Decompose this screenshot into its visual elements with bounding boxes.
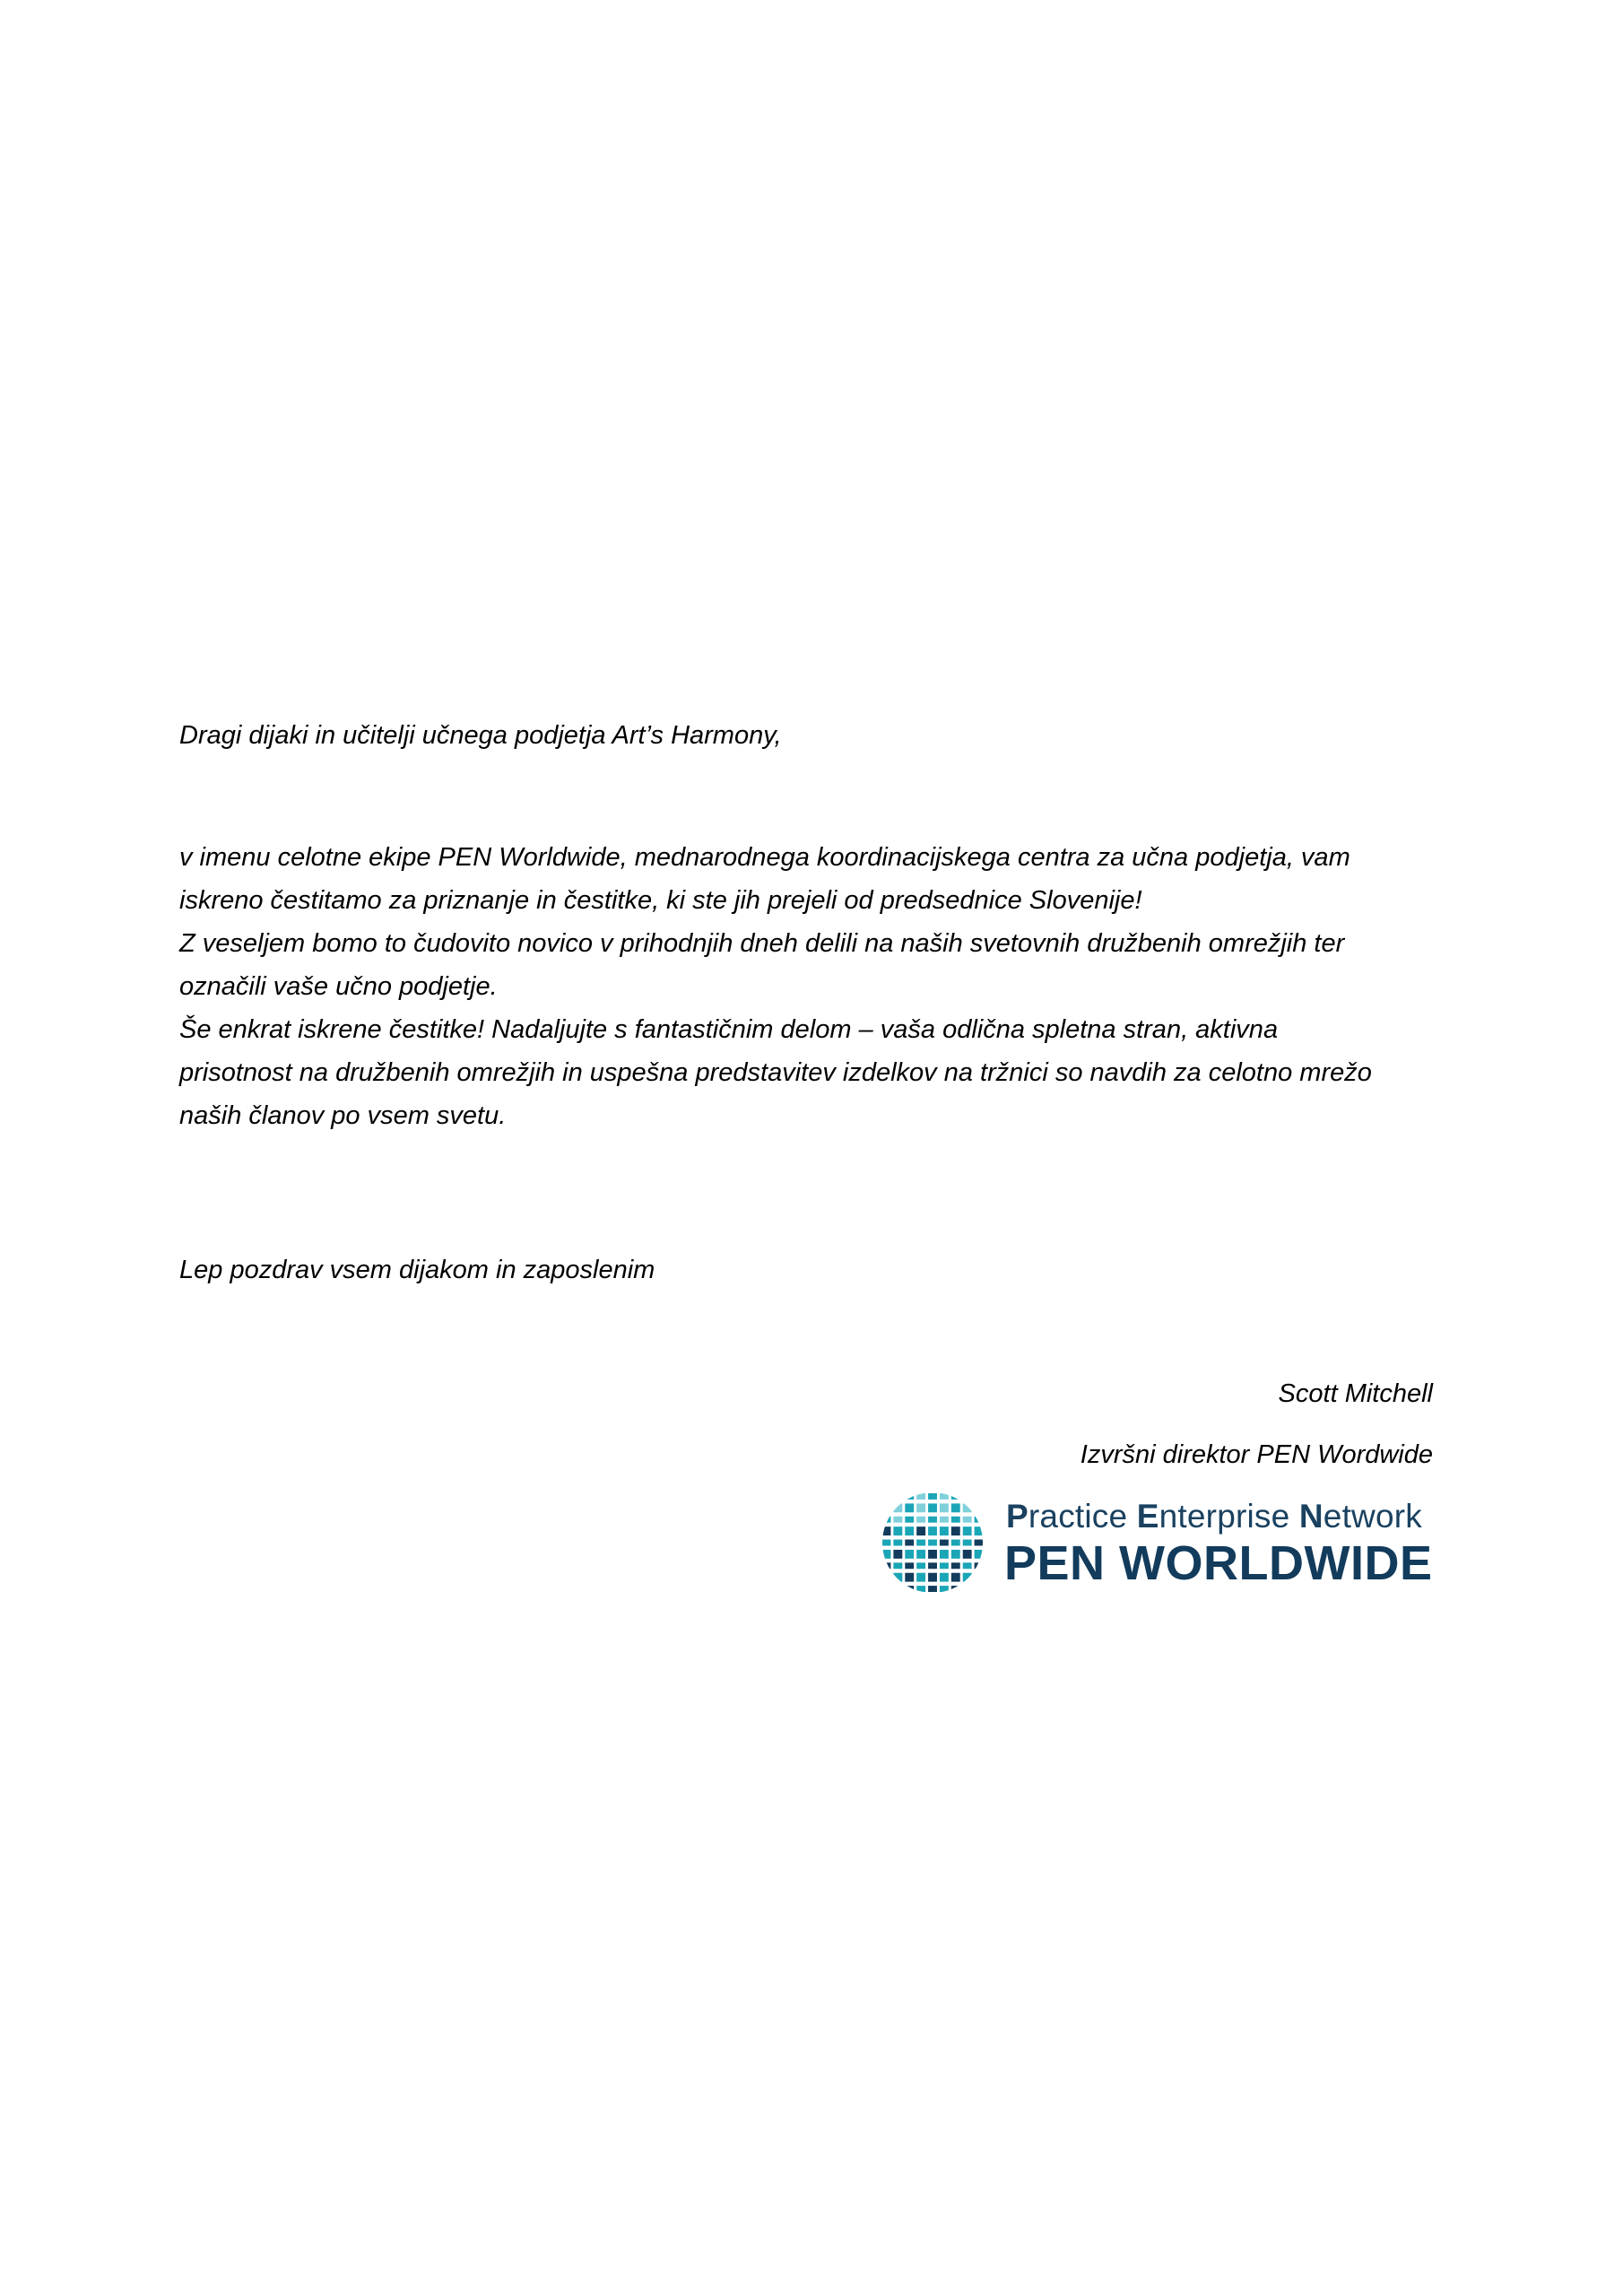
body-line: označili vaše učno podjetje. <box>179 972 498 1001</box>
globe-cell <box>928 1540 937 1546</box>
logo-tagline: Practice Enterprise Network <box>1006 1498 1422 1535</box>
globe-cell <box>916 1540 925 1546</box>
globe-cell <box>893 1573 902 1582</box>
globe-cell <box>963 1517 972 1523</box>
globe-cell <box>893 1526 902 1535</box>
globe-cell <box>905 1517 914 1523</box>
globe-cell <box>940 1573 949 1582</box>
globe-cell <box>940 1503 949 1512</box>
globe-cell <box>975 1540 984 1546</box>
globe-cell <box>951 1550 960 1559</box>
globe-cell <box>905 1493 914 1500</box>
globe-cell <box>975 1550 984 1559</box>
globe-cell <box>916 1526 925 1535</box>
logo-wordmark: PEN WORLDWIDE <box>1004 1536 1433 1590</box>
body-line: Z veseljem bomo to čudovito novico v prihodnjih dneh delili na naših svetovnih družbenih omrežjih ter <box>179 929 1345 958</box>
globe-cell <box>916 1503 925 1512</box>
globe-cell <box>905 1550 914 1559</box>
body-line: prisotnost na družbenih omrežjih in uspešna predstavitev izdelkov na tržnici so navdih za celotno mrežo <box>179 1058 1372 1087</box>
globe-cell <box>951 1493 960 1500</box>
globe-cell <box>916 1586 925 1592</box>
globe-icon <box>881 1491 985 1595</box>
globe-cell <box>963 1526 972 1535</box>
globe-cell <box>940 1540 949 1546</box>
globe-cell <box>893 1550 902 1559</box>
globe-cell <box>975 1526 984 1535</box>
globe-cell <box>882 1550 891 1559</box>
globe-cell <box>916 1573 925 1582</box>
globe-cell <box>940 1493 949 1500</box>
globe-cell <box>940 1550 949 1559</box>
globe-cell <box>893 1540 902 1546</box>
globe-cell <box>882 1526 891 1535</box>
signature-name: Scott Mitchell <box>1278 1379 1433 1408</box>
body-line: Še enkrat iskrene čestitke! Nadaljujte s fantastičnim delom – vaša odlična spletna stran, aktivna <box>179 1015 1279 1044</box>
globe-cell <box>928 1493 937 1500</box>
globe-cell <box>882 1540 891 1546</box>
globe-cell <box>940 1526 949 1535</box>
globe-cell <box>951 1503 960 1512</box>
globe-cell <box>928 1503 937 1512</box>
globe-cell <box>905 1503 914 1512</box>
globe-cell <box>893 1562 902 1569</box>
globe-cell <box>905 1573 914 1582</box>
globe-cell <box>928 1562 937 1569</box>
globe-cell <box>928 1550 937 1559</box>
letter-closing: Lep pozdrav vsem dijakom in zaposlenim <box>179 1256 655 1284</box>
globe-cell <box>928 1517 937 1523</box>
body-line: v imenu celotne ekipe PEN Worldwide, mednarodnega koordinacijskega centra za učna podjetja, vam <box>179 843 1350 872</box>
globe-cell <box>928 1573 937 1582</box>
globe-cell <box>951 1540 960 1546</box>
globe-cell <box>951 1573 960 1582</box>
globe-cell <box>916 1562 925 1569</box>
globe-cell <box>975 1517 984 1523</box>
globe-cell <box>905 1540 914 1546</box>
globe-cell <box>951 1526 960 1535</box>
globe-cell <box>916 1517 925 1523</box>
globe-cell <box>882 1517 891 1523</box>
globe-cell <box>928 1526 937 1535</box>
globe-cell <box>963 1503 972 1512</box>
globe-cell <box>951 1562 960 1569</box>
globe-cell <box>951 1586 960 1592</box>
globe-cell <box>893 1503 902 1512</box>
globe-cell <box>963 1573 972 1582</box>
letter-body <box>179 836 1372 1137</box>
globe-cell <box>963 1562 972 1569</box>
body-line: iskreno čestitamo za priznanje in čestitke, ki ste jih prejeli od predsednice Slovenije! <box>179 886 1142 915</box>
globe-cell <box>975 1562 984 1569</box>
globe-cell <box>940 1517 949 1523</box>
globe-cell <box>916 1550 925 1559</box>
globe-cell <box>951 1517 960 1523</box>
globe-cell <box>940 1562 949 1569</box>
globe-cell <box>905 1526 914 1535</box>
signature-title: Izvršni direktor PEN Wordwide <box>1080 1440 1433 1469</box>
globe-cell <box>940 1586 949 1592</box>
letter-greeting: Dragi dijaki in učitelji učnega podjetja Art’s Harmony, <box>179 721 782 750</box>
pen-worldwide-logo <box>881 1489 1433 1596</box>
globe-cell <box>905 1586 914 1592</box>
globe-cell <box>963 1550 972 1559</box>
globe-cell <box>882 1562 891 1569</box>
globe-cell <box>916 1493 925 1500</box>
globe-cell <box>893 1517 902 1523</box>
globe-cell <box>928 1586 937 1592</box>
body-line: naših članov po vsem svetu. <box>179 1101 507 1130</box>
globe-cell <box>905 1562 914 1569</box>
globe-cell <box>963 1540 972 1546</box>
